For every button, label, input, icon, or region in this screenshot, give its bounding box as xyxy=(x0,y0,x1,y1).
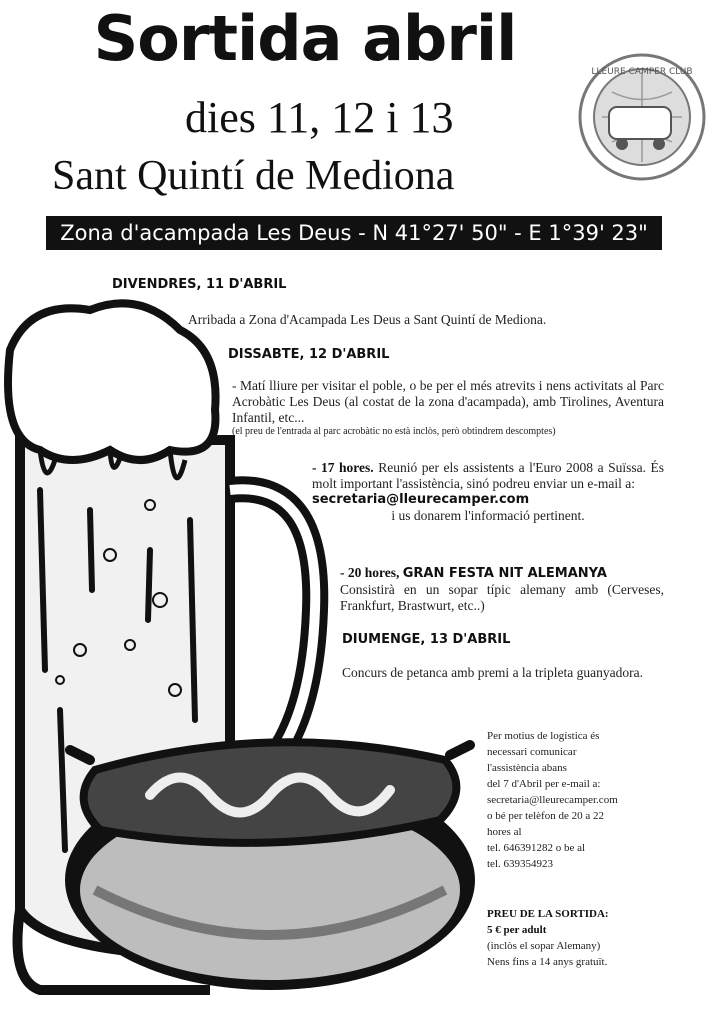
note-email[interactable]: secretaria@lleurecamper.com xyxy=(487,794,618,806)
friday-heading: DIVENDRES, 11 D'ABRIL xyxy=(112,277,287,292)
party-title: GRAN FESTA NIT ALEMANYA xyxy=(402,566,607,581)
saturday-meeting xyxy=(312,460,664,524)
meeting-text: Reunió per els assistents a l'Euro 2008 a Suïssa. És molt important l'assistència, sinó podreu enviar un e-mail a: xyxy=(312,460,665,491)
note-line: Per motius de logística és xyxy=(487,730,600,742)
note-line: hores al xyxy=(487,826,522,838)
note-line: del 7 d'Abril per e-mail a: xyxy=(487,778,601,790)
campsite-location-bar: Zona d'acampada Les Deus - N 41°27' 50" - E 1°39' 23" xyxy=(46,216,662,250)
friday-text: Arribada a Zona d'Acampada Les Deus a Sant Quintí de Mediona. xyxy=(188,312,547,327)
note-line: necessari comunicar xyxy=(487,746,577,758)
saturday-heading: DISSABTE, 12 D'ABRIL xyxy=(228,347,390,362)
club-logo-text: LLEURE CAMPER CLUB xyxy=(591,67,693,77)
note-line: l'assistència abans xyxy=(487,762,567,774)
price-heading: PREU DE LA SORTIDA: xyxy=(487,908,609,920)
note-phone: tel. 639354923 xyxy=(487,858,553,870)
price-included: (inclòs el sopar Alemany) xyxy=(487,940,601,952)
price-adult: 5 € per adult xyxy=(487,924,547,936)
party-time: - 20 hores, xyxy=(340,565,400,580)
saturday-morning xyxy=(232,378,664,438)
logistics-note xyxy=(487,728,672,872)
saturday-party xyxy=(340,565,664,614)
sunday-text: Concurs de petanca amb premi a la tripleta guanyadora. xyxy=(342,665,644,680)
note-line: o bé per telèfon de 20 a 22 xyxy=(487,810,604,822)
event-dates: dies 11, 12 i 13 xyxy=(185,93,454,142)
meeting-time: - 17 hores. xyxy=(312,460,374,475)
saturday-morning-note: (el preu de l'entrada al parc acrobàtic no està inclòs, però obtindrem descomptes) xyxy=(232,426,556,437)
sunday-heading: DIUMENGE, 13 D'ABRIL xyxy=(342,632,511,647)
club-logo xyxy=(577,52,707,182)
meeting-after: i us donarem l'informació pertinent. xyxy=(391,508,585,523)
price-block xyxy=(487,906,672,970)
event-town: Sant Quintí de Mediona xyxy=(52,153,455,199)
party-text: Consistirà en un sopar típic alemany amb (Cerveses, Frankfurt, Brastwurt, etc..) xyxy=(340,582,664,613)
meeting-email[interactable]: secretaria@lleurecamper.com xyxy=(312,492,530,507)
price-kids: Nens fins a 14 anys gratuït. xyxy=(487,956,608,968)
note-phone: tel. 646391282 o be al xyxy=(487,842,586,854)
saturday-morning-text: - Matí lliure per visitar el poble, o be per el més atrevits i nens activitats al Parc Acrobàtic Les Deus (al costat de la zona d'acampada), amb Tirolines, Aventura Infantil, etc... xyxy=(232,378,664,425)
page-title: Sortida abril xyxy=(93,2,517,75)
